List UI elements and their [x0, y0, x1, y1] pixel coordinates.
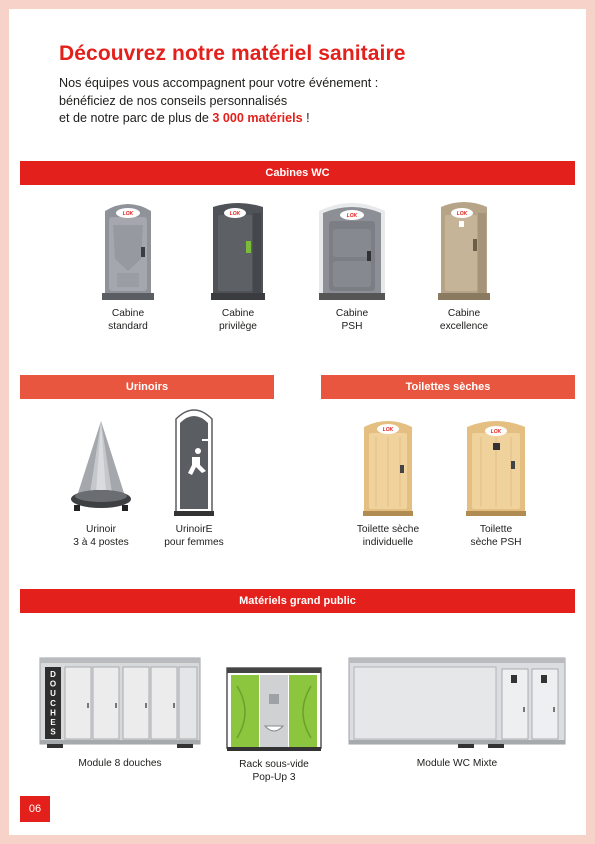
caption-line-1: Cabine: [221, 308, 255, 319]
caption-line-2: PSH: [341, 321, 363, 332]
product-caption: [164, 523, 223, 549]
dry-toilet-psh-icon: [463, 417, 529, 517]
page-border-right: [586, 0, 595, 844]
product-cabine-privilege: [200, 199, 276, 333]
toilet-cabin-excellence-icon: [435, 199, 493, 301]
toilet-cabin-privilege-icon: [209, 199, 267, 301]
caption-line-2: sèche PSH: [470, 537, 522, 548]
intro-line-3-start: et de notre parc de plus de: [59, 111, 213, 125]
intro-text: [59, 75, 378, 128]
page-border-bottom: [0, 835, 595, 844]
svg-text:LOK: LOK: [122, 211, 134, 217]
douches-letter: U: [50, 689, 56, 699]
product-caption: [336, 307, 368, 333]
page-border-top: [0, 0, 595, 9]
product-caption: [417, 757, 497, 770]
product-module-8-douches: [38, 657, 202, 770]
product-cabine-excellence: [426, 199, 502, 333]
product-toilette-seche-psh: [458, 417, 534, 549]
section-header-materiels-grand-public: Matériels grand public: [20, 589, 575, 613]
caption-line-1: UrinoirE: [175, 524, 213, 535]
product-caption: [73, 523, 129, 549]
svg-text:LOK: LOK: [456, 211, 468, 217]
section-header-toilettes-seches: Toilettes sèches: [321, 375, 575, 399]
caption-line-2: privilège: [219, 321, 257, 332]
page-border-left: [0, 0, 9, 844]
toilet-cabin-standard-icon: [99, 199, 157, 301]
page-number: 06: [20, 796, 50, 822]
caption-line-2: individuelle: [362, 537, 414, 548]
intro-line-3: [59, 110, 378, 128]
douches-letter: H: [50, 708, 56, 718]
intro-line-2: bénéficiez de nos conseils personnalisés: [59, 93, 288, 108]
caption-line-1: Toilette sèche: [356, 524, 420, 535]
product-caption: [239, 758, 309, 784]
wc-module-mixed-icon: [348, 657, 566, 751]
intro-line-1: Nos équipes vous accompagnent pour votre événement :: [59, 76, 379, 90]
caption-line-1: Module WC Mixte: [416, 758, 498, 769]
product-toilette-seche-individuelle: [350, 417, 426, 549]
caption-line-2: pour femmes: [164, 537, 224, 548]
materials-count-highlight: 3 000 matériels: [212, 111, 303, 125]
urinal-4-stations-icon: [66, 419, 136, 517]
caption-line-1: Cabine: [447, 308, 481, 319]
product-urinoire-femmes: [156, 405, 232, 549]
product-rack-pop-up-3: [224, 666, 324, 784]
douches-letter: E: [50, 718, 56, 727]
intro-line-3-end: !: [302, 111, 310, 125]
douches-vertical-label: [50, 670, 56, 737]
dry-toilet-individual-icon: [360, 417, 416, 517]
product-caption: [78, 757, 161, 770]
caption-line-1: Urinoir: [85, 524, 116, 535]
caption-line-1: Cabine: [335, 308, 369, 319]
product-cabine-standard: [90, 199, 166, 333]
product-caption: [440, 307, 488, 333]
svg-text:LOK: LOK: [490, 429, 502, 435]
product-caption: [357, 523, 419, 549]
douches-letter: O: [49, 679, 57, 689]
product-urinoir: [60, 419, 142, 549]
douches-letter: S: [50, 727, 56, 737]
douches-letter: D: [50, 670, 56, 679]
caption-line-1: Module 8 douches: [78, 758, 162, 769]
product-module-wc-mixte: [347, 657, 567, 770]
caption-line-2: 3 à 4 postes: [73, 537, 129, 548]
section-header-urinoirs: Urinoirs: [20, 375, 274, 399]
caption-line-1: Rack sous-vide: [239, 759, 309, 770]
page-title: Découvrez notre matériel sanitaire: [59, 42, 406, 65]
shower-module-icon: [39, 657, 201, 751]
popup-rack-icon: [225, 666, 323, 752]
caption-line-2: standard: [108, 321, 148, 332]
product-caption: [471, 523, 522, 549]
svg-text:LOK: LOK: [229, 211, 241, 217]
svg-text:LOK: LOK: [382, 427, 394, 433]
toilet-cabin-psh-icon: [317, 199, 387, 301]
caption-line-1: Cabine: [111, 308, 145, 319]
product-cabine-psh: [314, 199, 390, 333]
section-header-cabines-wc: Cabines WC: [20, 161, 575, 185]
svg-text:LOK: LOK: [346, 213, 358, 219]
product-caption: [219, 307, 257, 333]
product-caption: [108, 307, 148, 333]
caption-line-2: excellence: [439, 321, 489, 332]
caption-line-2: Pop-Up 3: [252, 772, 296, 783]
douches-letter: C: [50, 698, 56, 708]
caption-line-1: Toilette: [479, 524, 513, 535]
female-urinal-icon: [172, 405, 216, 517]
